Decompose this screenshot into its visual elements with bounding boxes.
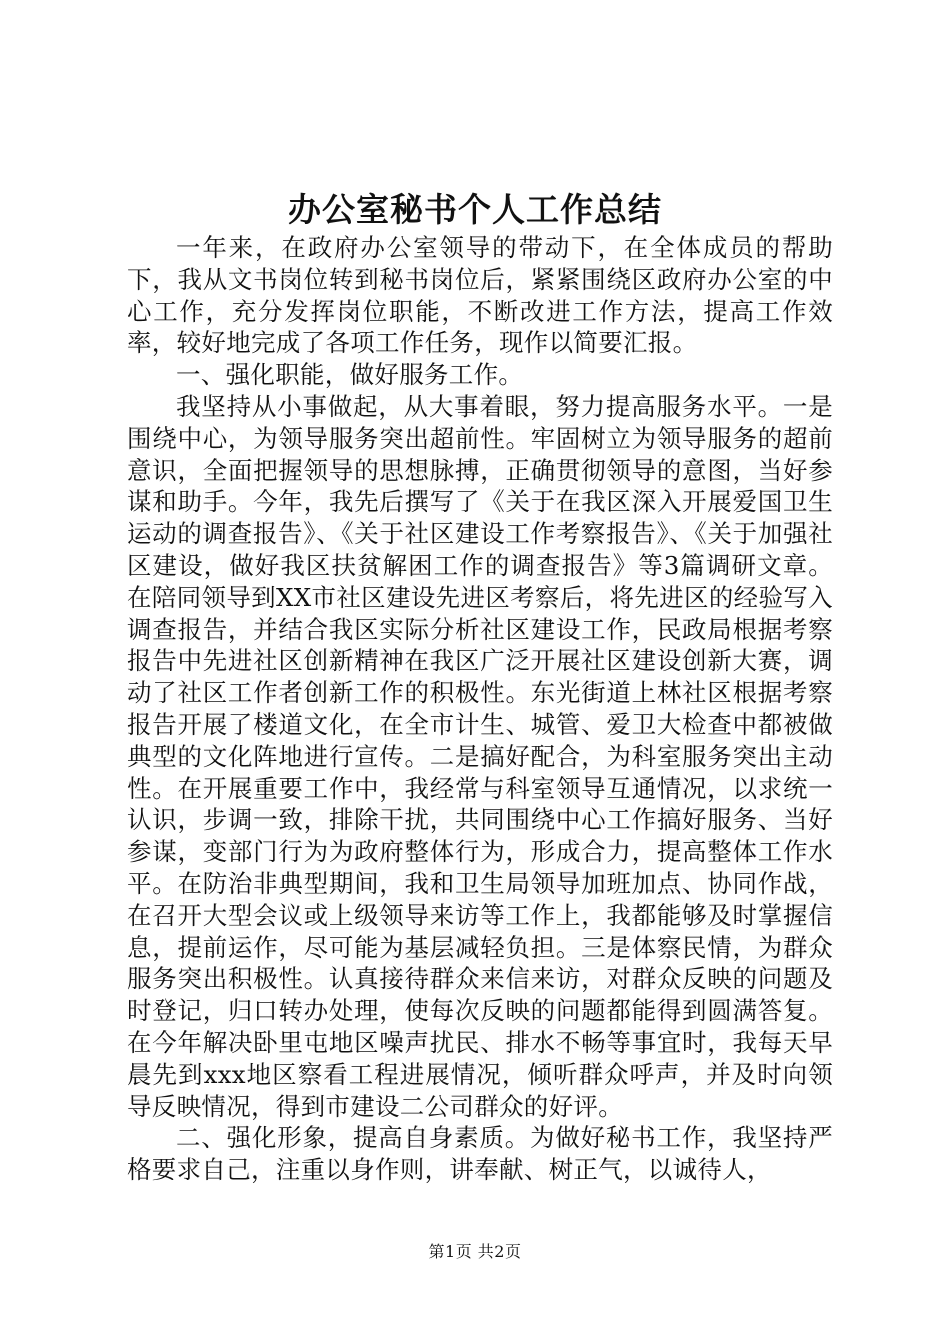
paragraph-section-1: 我坚持从小事做起，从大事着眼，努力提高服务水平。一是围绕中心，为领导服务突出超前性。牢固树立为领导服务的超前意识，全面把握领导的思想脉搏，正确贯彻领导的意图，当好参谋和助手。今年，我先后撰写了《关于在我区深入开展爱国卫生运动的调查报告》、《关于社区建设工作考察报告》、《关于加强社区建设，做好我区扶贫解困工作的调查报告》等3篇调研文章。在陪同领导到XX市社区建设先进区考察后，将先进区的经验写入调查报告，并结合我区实际分析社区建设工作，民政局根据考察报告中先进社区创新精神在我区广泛开展社区建设创新大赛，调动了社区工作者创新工作的积极性。东光街道上林社区根据考察报告开展了楼道文化，在全市计生、城管、爱卫大检查中都被做典型的文化阵地进行宣传。二是搞好配合，为科室服务突出主动性。在开展重要工作中，我经常与科室领导互通情况，以求统一认识，步调一致，排除干扰，共同围绕中心工作搞好服务、当好参谋，变部门行为为政府整体行为，形成合力，提高整体工作水平。在防治非典型期间，我和卫生局领导加班加点、协同作战，在召开大型会议或上级领导来访等工作上，我都能够及时掌握信息，提前运作，尽可能为基层减轻负担。三是体察民情，为群众服务突出积极性。认真接待群众来信来访，对群众反映的问题及时登记，归口转办处理，使每次反映的问题都能得到圆满答复。在今年解决卧里屯地区噪声扰民、排水不畅等事宜时，我每天早晨先到xxx地区察看工程进展情况，倾听群众呼声，并及时向领导反映情况，得到市建设二公司群众的好评。 [127,391,833,1121]
page-footer: 第1页 共2页 [428,1242,522,1261]
document-body [127,232,833,1186]
section-heading-1: 一、强化职能，做好服务工作。 [176,360,524,390]
paragraph-intro: 一年来，在政府办公室领导的带动下，在全体成员的帮助下，我从文书岗位转到秘书岗位后，紧紧围绕区政府办公室的中心工作，充分发挥岗位职能，不断改进工作方法，提高工作效率，较好地完成了各项工作任务，现作以简要汇报。 [127,233,833,358]
document-title: 办公室秘书个人工作总结 [288,190,662,229]
paragraph-section-2: 二、强化形象，提高自身素质。为做好秘书工作，我坚持严格要求自己，注重以身作则，讲奉献、树正气，以诚待人， [127,1123,833,1185]
